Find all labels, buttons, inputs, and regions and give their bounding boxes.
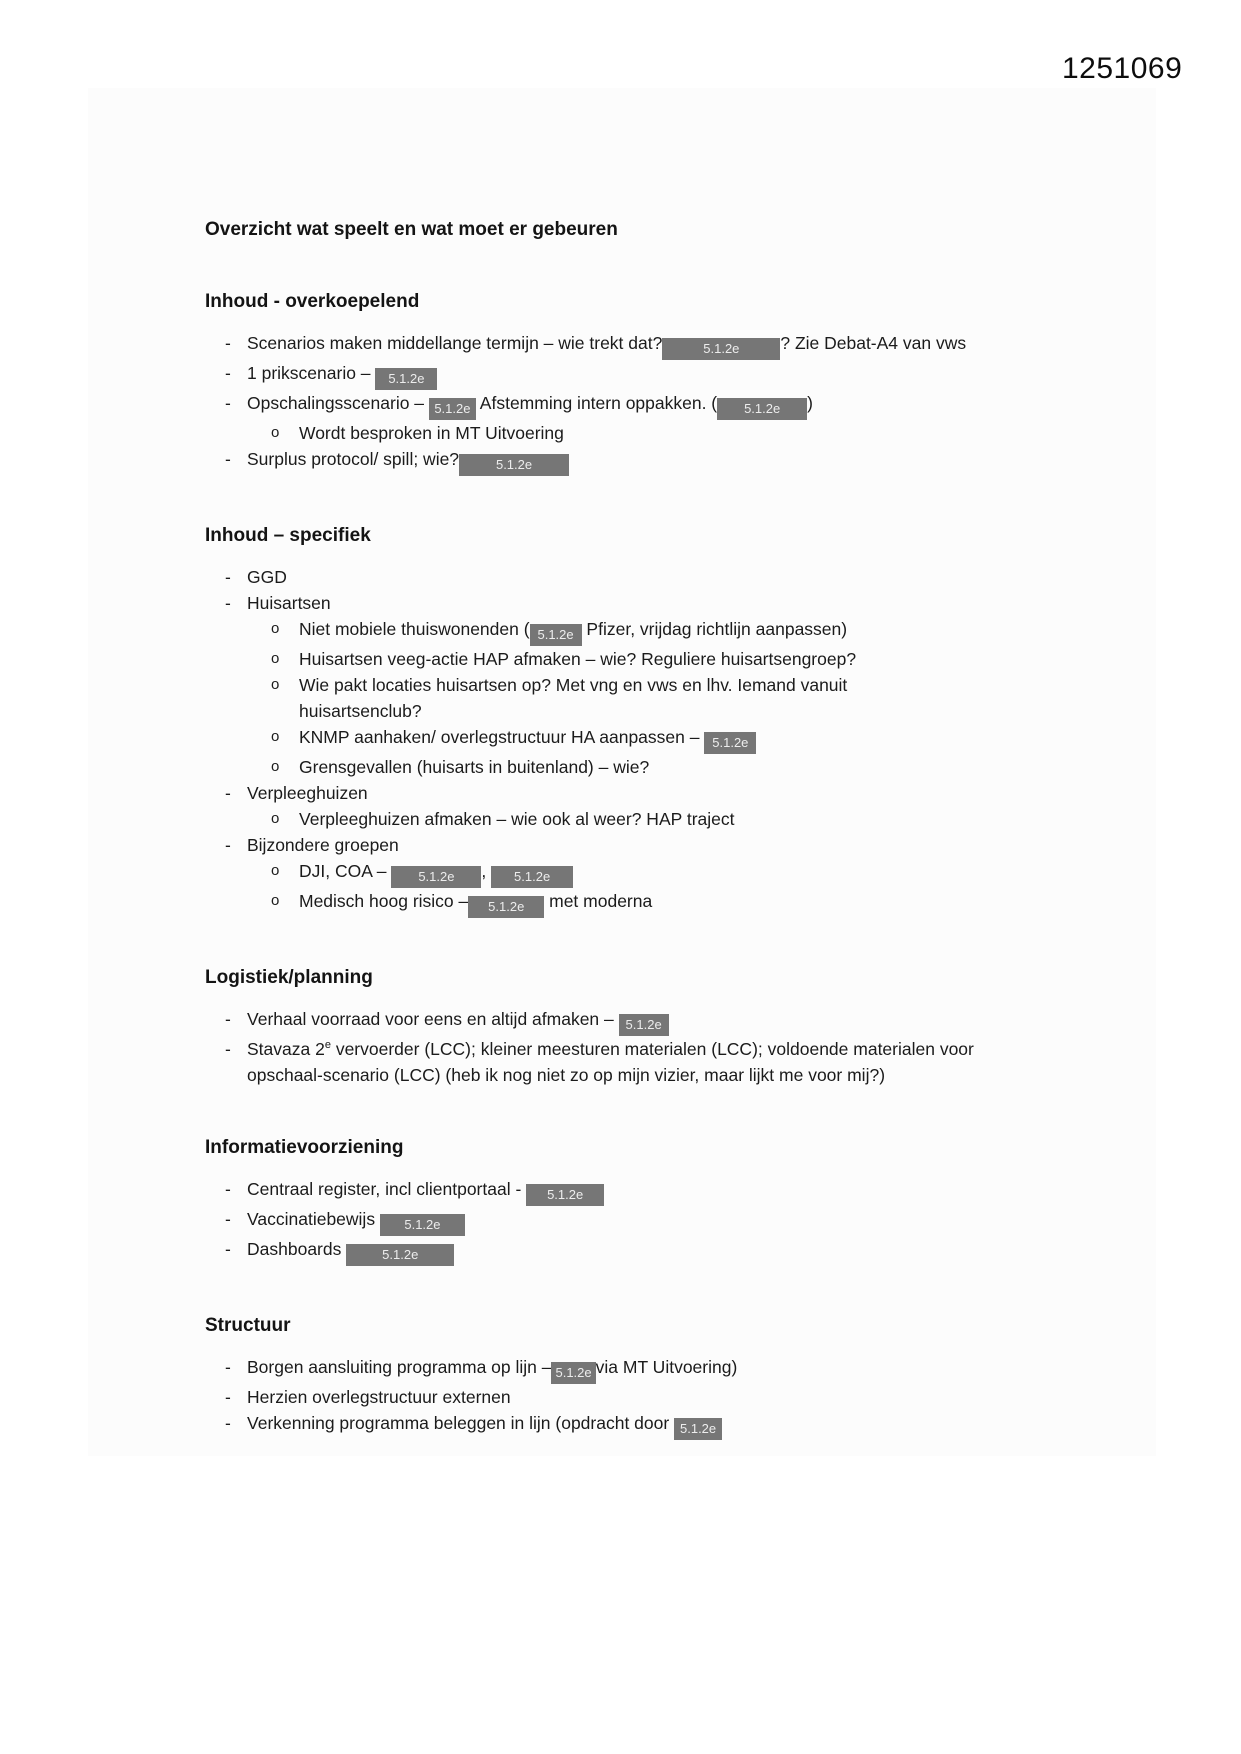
bullet-marker: -: [225, 363, 231, 383]
bullet-marker: -: [225, 333, 231, 353]
text-segment: Surplus protocol/ spill; wie?: [247, 449, 460, 469]
bullet-marker: -: [225, 393, 231, 413]
list-item-text: [299, 757, 649, 777]
bullet-marker: o: [271, 862, 280, 879]
redaction-box: 5.1.2e: [491, 866, 573, 888]
list-item-text: [299, 619, 848, 642]
list-item: [205, 1410, 1055, 1440]
list-item: [205, 832, 1055, 858]
redaction-box: 5.1.2e: [375, 368, 437, 390]
redaction-box: 5.1.2e: [346, 1244, 454, 1266]
text-segment: GGD: [247, 567, 287, 587]
section: [205, 524, 1055, 918]
list-item: [205, 590, 1055, 616]
text-segment: Pfizer, vrijdag richtlijn aanpassen): [581, 619, 848, 639]
text-segment: Niet mobiele thuiswonenden (: [299, 619, 530, 639]
redaction-box: 5.1.2e: [468, 896, 544, 918]
list-item: [205, 754, 1055, 780]
list-item-text: [247, 363, 437, 386]
text-segment: ,: [481, 861, 492, 881]
list-item-text: [247, 393, 813, 416]
bullet-marker: -: [225, 783, 231, 803]
text-segment: Herzien overlegstructuur externen: [247, 1387, 511, 1407]
bullet-marker: -: [225, 593, 231, 613]
section-heading: Inhoud - overkoepelend: [205, 291, 420, 312]
list-item: [205, 1354, 1055, 1384]
bullet-marker: o: [271, 758, 280, 775]
list-item: [205, 360, 1055, 390]
text-segment: Dashboards: [247, 1239, 347, 1259]
text-segment: Borgen aansluiting programma op lijn –: [247, 1357, 552, 1377]
text-segment: Medisch hoog risico –: [299, 891, 469, 911]
list-item: [205, 1206, 1055, 1236]
redaction-box: 5.1.2e: [530, 624, 582, 646]
section-heading: Structuur: [205, 1315, 291, 1336]
text-segment: 1 prikscenario –: [247, 363, 376, 383]
list-item: [205, 1236, 1055, 1266]
text-segment: Verhaal voorraad voor eens en altijd afmaken –: [247, 1009, 619, 1029]
list-item-text: [247, 1413, 722, 1436]
bullet-marker: o: [271, 424, 280, 441]
bullet-marker: o: [271, 892, 280, 909]
bullet-marker: -: [225, 1209, 231, 1229]
page-title: Overzicht wat speelt en wat moet er gebeuren: [205, 219, 618, 240]
list-item: [205, 564, 1055, 590]
redaction-box: 5.1.2e: [459, 454, 569, 476]
list-item-text: [247, 593, 331, 613]
section: [205, 1136, 1055, 1266]
text-segment: met moderna: [544, 891, 653, 911]
section: [205, 1314, 1055, 1440]
redaction-box: 5.1.2e: [391, 866, 481, 888]
text-segment: Vaccinatiebewijs: [247, 1209, 380, 1229]
text-segment: Verpleeghuizen afmaken – wie ook al weer? HAP traject: [299, 809, 735, 829]
list-item-text: [299, 861, 573, 884]
list-item-text: [247, 1039, 974, 1085]
bullet-marker: -: [225, 1387, 231, 1407]
list-item: [205, 1036, 1055, 1088]
bullet-marker: -: [225, 1413, 231, 1433]
bullet-marker: -: [225, 449, 231, 469]
redaction-box: 5.1.2e: [551, 1362, 595, 1384]
text-segment: ): [807, 393, 813, 413]
list-item: [205, 1384, 1055, 1410]
bullet-marker: -: [225, 567, 231, 587]
section-heading: Logistiek/planning: [205, 967, 373, 988]
list-item: [205, 616, 1055, 646]
text-segment: Stavaza 2: [247, 1039, 325, 1059]
redaction-box: 5.1.2e: [380, 1214, 465, 1236]
text-segment: Huisartsen veeg-actie HAP afmaken – wie? Reguliere huisartsengroep?: [299, 649, 857, 669]
section: [205, 290, 1055, 476]
bullet-marker: o: [271, 620, 280, 637]
text-segment: huisartsenclub?: [299, 701, 422, 721]
bullet-marker: -: [225, 835, 231, 855]
list-item: [205, 1006, 1055, 1036]
list-item-text: [247, 1009, 669, 1032]
redaction-box: 5.1.2e: [619, 1014, 669, 1036]
text-segment: Centraal register, incl clientportaal -: [247, 1179, 527, 1199]
bullet-marker: -: [225, 1039, 231, 1059]
section-heading: Informatievoorziening: [205, 1137, 404, 1158]
text-segment: Opschalingsscenario –: [247, 393, 429, 413]
list-item-text: [299, 675, 847, 721]
list-item-text: [247, 1239, 454, 1262]
bullet-marker: -: [225, 1009, 231, 1029]
bullet-marker: o: [271, 810, 280, 827]
list-item: [205, 446, 1055, 476]
text-segment: via MT Uitvoering): [595, 1357, 738, 1377]
list-item-text: [299, 649, 856, 669]
list-item: [205, 858, 1055, 888]
section-heading: Inhoud – specifiek: [205, 525, 371, 546]
document-body: [205, 218, 1055, 1440]
bullet-marker: o: [271, 676, 280, 693]
list-item: [205, 420, 1055, 446]
list-item-text: [247, 1357, 738, 1380]
list-item: [205, 1176, 1055, 1206]
list-item-text: [247, 567, 287, 587]
list-item: [205, 330, 1055, 360]
document-number: 1251069: [1062, 52, 1183, 85]
redaction-box: 5.1.2e: [717, 398, 807, 420]
list-item-text: [299, 727, 756, 750]
redaction-box: 5.1.2e: [526, 1184, 604, 1206]
list-item-text: [247, 835, 399, 855]
list-item-text: [247, 333, 967, 356]
redaction-box: 5.1.2e: [674, 1418, 722, 1440]
list-item-text: [247, 1179, 604, 1202]
list-item: [205, 646, 1055, 672]
list-item: [205, 672, 1055, 724]
text-segment: Afstemming intern oppakken. (: [475, 393, 718, 413]
list-item: [205, 806, 1055, 832]
text-segment: DJI, COA –: [299, 861, 392, 881]
list-item: [205, 888, 1055, 918]
text-segment: Wordt besproken in MT Uitvoering: [299, 423, 564, 443]
redaction-box: 5.1.2e: [662, 338, 780, 360]
text-segment: vervoerder (LCC); kleiner meesturen materialen (LCC); voldoende materialen voor: [330, 1039, 974, 1059]
text-segment: Verkenning programma beleggen in lijn (opdracht door: [247, 1413, 675, 1433]
text-segment: opschaal-scenario (LCC) (heb ik nog niet zo op mijn vizier, maar lijkt me voor mij?): [247, 1065, 886, 1085]
list-item-text: [247, 783, 368, 803]
list-item: [205, 780, 1055, 806]
text-segment: Grensgevallen (huisarts in buitenland) – wie?: [299, 757, 650, 777]
bullet-marker: -: [225, 1239, 231, 1259]
bullet-marker: -: [225, 1179, 231, 1199]
bullet-marker: -: [225, 1357, 231, 1377]
text-segment: Verpleeghuizen: [247, 783, 368, 803]
list-item-text: [299, 891, 653, 914]
list-item-text: [299, 809, 734, 829]
text-segment: Huisartsen: [247, 593, 331, 613]
bullet-marker: o: [271, 728, 280, 745]
text-segment: Bijzondere groepen: [247, 835, 399, 855]
bullet-marker: o: [271, 650, 280, 667]
list-item-text: [247, 1209, 465, 1232]
list-item: [205, 390, 1055, 420]
text-segment: Wie pakt locaties huisartsen op? Met vng en vws en lhv. Iemand vanuit: [299, 675, 848, 695]
list-item: [205, 724, 1055, 754]
text-segment: ? Zie Debat-A4 van vws: [780, 333, 967, 353]
text-segment: Scenarios maken middellange termijn – wie trekt dat?: [247, 333, 663, 353]
section: [205, 966, 1055, 1088]
list-item-text: [247, 1387, 511, 1407]
redaction-box: 5.1.2e: [704, 732, 756, 754]
list-item-text: [299, 423, 564, 443]
superscript-text: e: [324, 1039, 331, 1052]
text-segment: KNMP aanhaken/ overlegstructuur HA aanpassen –: [299, 727, 705, 747]
redaction-box: 5.1.2e: [429, 398, 476, 420]
list-item-text: [247, 449, 569, 472]
